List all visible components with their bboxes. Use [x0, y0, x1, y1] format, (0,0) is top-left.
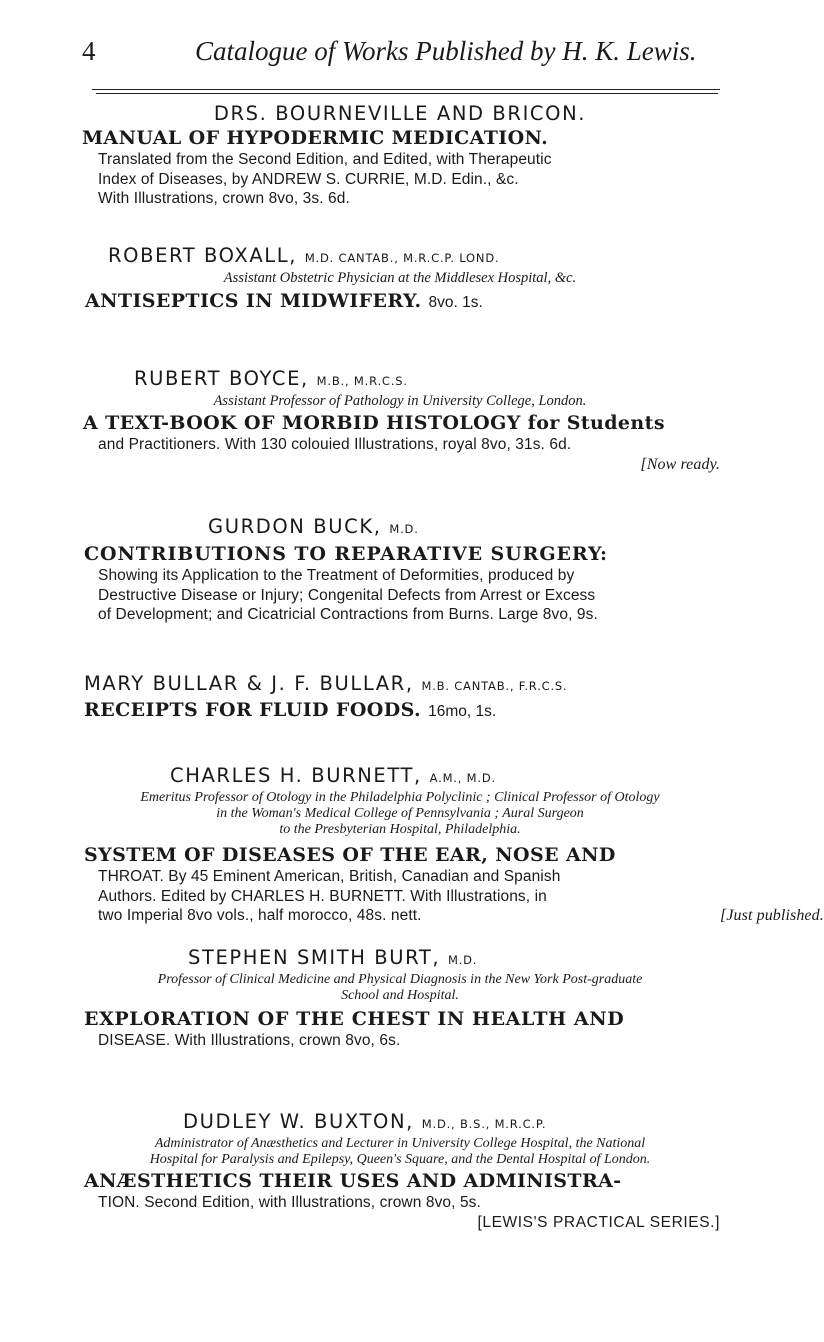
description-line: and Practitioners. With 130 colouied Illustrations, royal 8vo, 31s. 6d.: [98, 436, 572, 453]
entry-description: [0, 435, 800, 455]
entry-affiliation: [40, 972, 760, 1004]
entry-author-line: [0, 946, 800, 972]
description-line: Destructive Disease or Injury; Congenital Defects from Arrest or Excess: [98, 586, 596, 604]
entry-qualifications: M.D.: [447, 953, 478, 967]
entry-qualifications: M.D. CANTAB., M.R.C.P. LOND.: [304, 251, 500, 265]
affiliation-line: in the Woman's Medical College of Pennsylvania ; Aural Surgeon: [216, 806, 584, 821]
entry-title: SYSTEM OF DISEASES OF THE EAR, NOSE AND: [84, 844, 616, 866]
description-line: With Illustrations, crown 8vo, 3s. 6d.: [98, 190, 350, 207]
entry-note: [Just published.: [720, 907, 824, 924]
entry-description: [0, 867, 824, 926]
entry-author-line: [0, 367, 800, 393]
catalogue-entry: [0, 102, 800, 209]
entry-author: GURDON BUCK,: [208, 515, 382, 538]
entry-author: DRS. BOURNEVILLE AND BRICON.: [213, 102, 587, 125]
affiliation-line: Hospital for Paralysis and Epilepsy, Queen's Square, and the Dental Hospital of London.: [149, 1152, 651, 1167]
running-title: Catalogue of Works Published by H. K. Lewis.: [195, 36, 697, 66]
entry-description: [0, 150, 722, 209]
entry-qualifications: A.M., M.D.: [429, 771, 496, 785]
entry-title: A TEXT-BOOK OF MORBID HISTOLOGY for Students: [83, 412, 665, 434]
page-header: [0, 36, 800, 76]
entry-author: RUBERT BOYCE,: [134, 367, 309, 390]
entry-title: RECEIPTS FOR FLUID FOODS.: [84, 699, 422, 721]
entry-format-price: 8vo. 1s.: [428, 294, 483, 311]
entry-author-line: [0, 244, 800, 270]
entry-qualifications: M.B., M.R.C.S.: [316, 374, 408, 388]
description-line: TION. Second Edition, with Illustrations, crown 8vo, 5s.: [98, 1194, 481, 1211]
catalogue-entry: [0, 244, 800, 314]
catalogue-entry: [0, 367, 800, 474]
entry-affiliation: Assistant Obstetric Physician at the Middlesex Hospital, &c.: [223, 270, 577, 286]
entry-title-line: [0, 699, 800, 723]
entry-author: ROBERT BOXALL,: [108, 244, 297, 267]
catalogue-entry: [0, 515, 800, 625]
entry-author: MARY BULLAR & J. F. BULLAR,: [84, 672, 414, 695]
header-rule-thin: [96, 93, 718, 94]
entry-title-line: [0, 290, 800, 314]
catalogue-entry: [0, 672, 800, 723]
entry-author: STEPHEN SMITH BURT,: [188, 946, 441, 969]
entry-description: [0, 566, 800, 625]
description-text: two Imperial 8vo vols., half morocco, 48s. nett.: [98, 907, 422, 924]
page-number: 4: [82, 36, 96, 66]
entry-format-price: 16mo, 1s.: [428, 703, 497, 720]
entry-qualifications: M.B. CANTAB., F.R.C.S.: [421, 679, 568, 693]
description-line: Index of Diseases, by ANDREW S. CURRIE, M.D. Edin., &c.: [98, 170, 519, 188]
entry-qualifications: M.D., B.S., M.R.C.P.: [421, 1117, 547, 1131]
affiliation-line: to the Presbyterian Hospital, Philadelphia.: [279, 822, 521, 837]
catalogue-entry: [0, 946, 800, 1051]
entry-affiliation: [40, 1136, 760, 1168]
description-line: [98, 906, 824, 926]
header-rule: [92, 89, 720, 90]
catalogue-entry: [0, 764, 824, 926]
description-line: Authors. Edited by CHARLES H. BURNETT. With Illustrations, in: [98, 887, 547, 905]
catalogue-entry: [0, 1110, 800, 1232]
entry-title: CONTRIBUTIONS TO REPARATIVE SURGERY:: [84, 543, 608, 565]
entry-author-line: [0, 515, 800, 541]
description-line: THROAT. By 45 Eminent American, British, Canadian and Spanish: [98, 868, 561, 885]
entry-author-line: [0, 1110, 800, 1136]
entry-description: [0, 1193, 800, 1213]
entry-note: [Now ready.: [640, 455, 720, 473]
entry-author: CHARLES H. BURNETT,: [170, 764, 422, 787]
description-line: Showing its Application to the Treatment of Deformities, produced by: [98, 567, 575, 584]
entry-title: ANÆSTHETICS THEIR USES AND ADMINISTRA-: [84, 1170, 622, 1192]
entry-author-line: [0, 764, 800, 790]
entry-note: [LEWIS'S PRACTICAL SERIES.]: [477, 1213, 720, 1231]
entry-description: [0, 1031, 800, 1051]
affiliation-line: Administrator of Anæsthetics and Lecturer in University College Hospital, the National: [154, 1136, 646, 1151]
affiliation-line: Professor of Clinical Medicine and Physical Diagnosis in the New York Post-graduate: [157, 972, 643, 987]
entry-qualifications: M.D.: [389, 522, 419, 536]
entry-affiliation: [40, 790, 760, 838]
description-line: DISEASE. With Illustrations, crown 8vo, 6s.: [98, 1032, 401, 1049]
description-line: of Development; and Cicatricial Contractions from Burns. Large 8vo, 9s.: [98, 606, 598, 623]
entry-title: MANUAL OF HYPODERMIC MEDICATION.: [82, 127, 549, 149]
entry-title: ANTISEPTICS IN MIDWIFERY.: [85, 290, 422, 312]
entry-title: EXPLORATION OF THE CHEST IN HEALTH AND: [84, 1008, 625, 1030]
entry-affiliation: Assistant Professor of Pathology in University College, London.: [213, 393, 587, 409]
description-line: Translated from the Second Edition, and Edited, with Therapeutic: [98, 151, 552, 168]
affiliation-line: Emeritus Professor of Otology in the Philadelphia Polyclinic ; Clinical Professor of Otology: [140, 790, 660, 805]
entry-author-line: [0, 672, 800, 698]
affiliation-line: School and Hospital.: [341, 988, 459, 1003]
entry-author: DUDLEY W. BUXTON,: [183, 1110, 414, 1133]
